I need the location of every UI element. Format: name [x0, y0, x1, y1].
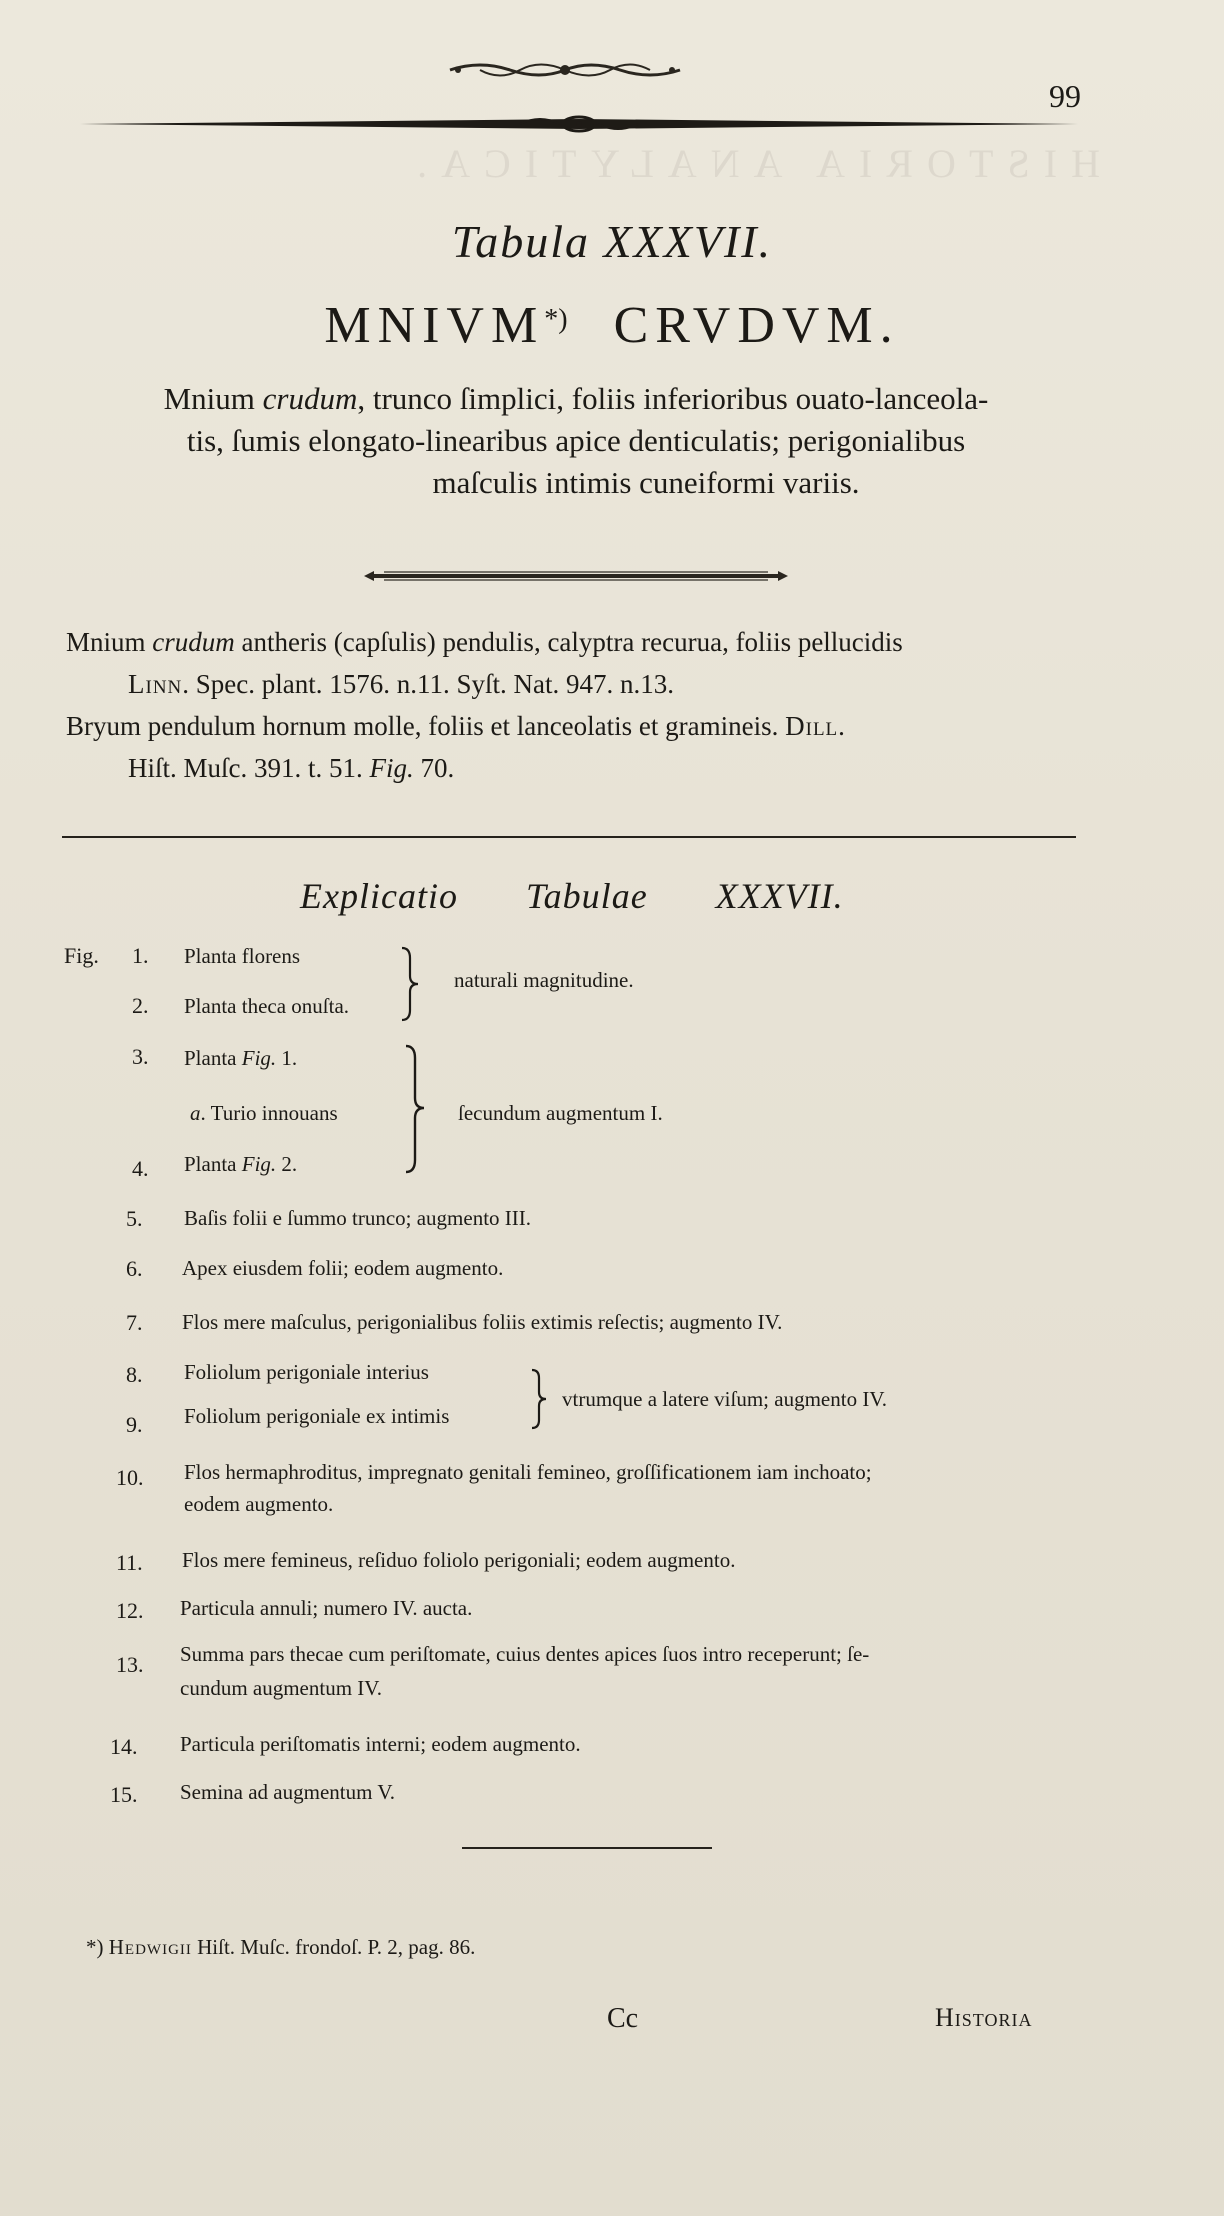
figure-caption: a. Turio innouans: [190, 1101, 338, 1125]
diagnosis-line: Mnium crudum, trunco ſimplici, foliis inferioribus ouato-lanceola-: [163, 381, 989, 416]
figure-caption: Planta theca onuſta.: [184, 994, 350, 1018]
species-word: CRVDVM.: [613, 297, 900, 354]
figure-caption: Flos hermaphroditus, impregnato genitali femineo, groſſificationem iam inchoato;: [184, 1460, 872, 1484]
figure-caption: Particula periſtomatis interni; eodem augmento.: [180, 1732, 581, 1756]
fig-label: Fig.: [64, 943, 99, 968]
catchword: Historia: [935, 2003, 1033, 2032]
figure-number: 9.: [126, 1412, 143, 1437]
figure-caption: cundum augmentum IV.: [180, 1676, 383, 1700]
figure-caption: Foliolum perigoniale interius: [184, 1360, 429, 1384]
brace-3: [528, 1368, 550, 1430]
section-rule: [62, 836, 1076, 838]
page-number: 99: [1049, 78, 1081, 114]
species-title: [0, 296, 1224, 355]
synonym-line: Bryum pendulum hornum molle, foliis et lanceolatis et gramineis. Dill.: [66, 711, 846, 741]
synonym-line: Hiſt. Muſc. 391. t. 51. Fig. 70.: [128, 753, 455, 783]
figure-number: 5.: [126, 1206, 143, 1231]
brace-1: [398, 946, 422, 1022]
figure-number: 3.: [132, 1044, 149, 1069]
figure-number: 12.: [116, 1598, 144, 1623]
figure-caption: Flos mere maſculus, perigonialibus foliis extimis reſectis; augmento IV.: [182, 1310, 783, 1334]
header-rule: [80, 110, 1078, 138]
synonym-line: Mnium crudum antheris (capſulis) pendulis, calyptra recurua, foliis pellucidis: [66, 627, 903, 657]
diagnosis-line: maſculis intimis cuneiformi variis.: [432, 465, 860, 500]
plate-title: Tabula XXXVII.: [451, 216, 773, 267]
figure-number: 14.: [110, 1734, 138, 1759]
figure-caption: Summa pars thecae cum periſtomate, cuius dentes apices ſuos intro receperunt; ſe-: [180, 1642, 870, 1666]
figure-caption: Semina ad augmentum V.: [180, 1780, 396, 1804]
figure-number: 11.: [116, 1550, 143, 1575]
figure-number: 10.: [116, 1465, 144, 1490]
footnote: *) Hedwigii Hiſt. Muſc. frondoſ. P. 2, pag. 86.: [86, 1935, 476, 1959]
figure-caption: Baſis folii e ſummo trunco; augmento III.: [184, 1206, 532, 1230]
figure-number: 6.: [126, 1256, 143, 1281]
brace-label: ſecundum augmentum I.: [458, 1101, 663, 1125]
figure-number: 2.: [132, 993, 149, 1018]
brace-label: vtrumque a latere viſum; augmento IV.: [562, 1387, 888, 1411]
footnote-mark: *): [544, 304, 568, 335]
figure-number: 1.: [132, 943, 149, 968]
explanation-heading: Explicatio Tabulae XXXVII.: [300, 876, 844, 916]
figure-number: 4.: [132, 1156, 149, 1181]
brace-label: naturali magnitudine.: [454, 968, 634, 992]
figure-caption: Planta Fig. 1.: [184, 1046, 298, 1070]
figure-caption: Apex eiusdem folii; eodem augmento.: [182, 1256, 504, 1280]
show-through-text: HISTORIA ANALYTICA.: [403, 141, 1100, 186]
divider-ornament: [364, 568, 788, 584]
figure-caption: Flos mere femineus, reſiduo foliolo perigoniali; eodem augmento.: [182, 1548, 736, 1572]
figure-caption: Particula annuli; numero IV. aucta.: [180, 1596, 473, 1620]
figure-caption: eodem augmento.: [184, 1492, 334, 1516]
figure-number: 13.: [116, 1652, 144, 1677]
signature-mark: Cc: [607, 2003, 639, 2034]
diagnosis-line: tis, ſumis elongato-linearibus apice denticulatis; perigonialibus: [186, 423, 966, 458]
top-ornament: [440, 55, 690, 85]
genus-word: MNIVM: [324, 297, 545, 354]
figure-number: 7.: [126, 1310, 143, 1335]
synonym-line: Linn. Spec. plant. 1576. n.11. Syſt. Nat. 947. n.13.: [128, 669, 674, 699]
figure-number: 15.: [110, 1782, 138, 1807]
brace-2: [402, 1044, 428, 1174]
closing-rule: [462, 1847, 712, 1849]
figure-caption: Planta Fig. 2.: [184, 1152, 298, 1176]
figure-caption: Foliolum perigoniale ex intimis: [184, 1404, 450, 1428]
figure-number: 8.: [126, 1362, 143, 1387]
figure-caption: Planta florens: [184, 944, 301, 968]
species-diagnosis: [62, 378, 1090, 504]
